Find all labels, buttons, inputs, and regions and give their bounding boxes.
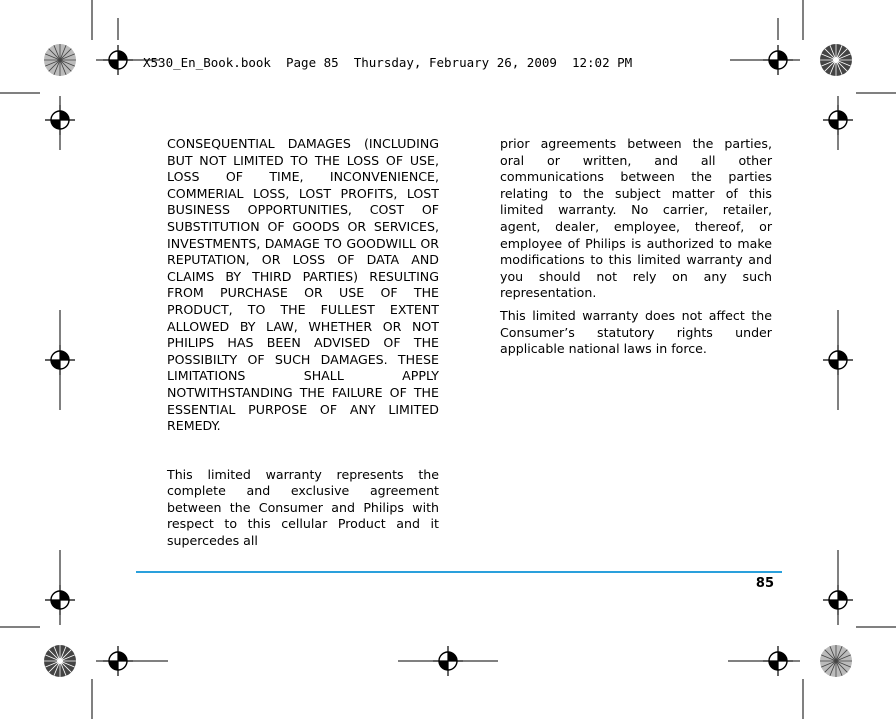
warranty-paragraph: This limited warranty represents the complete and exclusive agreement between the Consumer and Philips with respect to this cellular Product and it supercedes all [167, 466, 439, 549]
registration-mark-icon [45, 105, 75, 135]
star-target-icon [44, 645, 76, 677]
registration-mark-icon [103, 45, 133, 75]
page-number: 85 [755, 576, 774, 591]
statutory-paragraph: This limited warranty does not affect the Consumer’s statutory rights under applicable national laws in force. [500, 307, 772, 357]
right-column [500, 136, 772, 364]
registration-mark-icon [103, 646, 133, 676]
legal-paragraph: CONSEQUENTIAL DAMAGES (INCLUDING BUT NOT LIMITED TO THE LOSS OF USE, LOSS OF TIME, INCONVENIENCE, COMMERIAL LOSS, LOST PROFITS, LOST BUSINESS OPPORTUNITIES, COST OF SUBSTITUTION OF GOODS OR SERVICES, INVESTMENTS, DAMAGE TO GOODWILL OR REPUTATION, OR LOSS OF DATA AND CLAIMS BY THIRD PARTIES) RESULTING FROM PURCHASE OR USE OF THE PRODUCT, TO THE FULLEST EXTENT ALLOWED BY LAW, WHETHER OR NOT PHILIPS HAS BEEN ADVISED OF THE POSSIBILTY OF SUCH DAMAGES. THESE LIMITATIONS SHALL APPLY NOTWITHSTANDING THE FAILURE OF THE ESSENTIAL PURPOSE OF ANY LIMITED REMEDY. [167, 136, 439, 434]
registration-mark-icon [823, 585, 853, 615]
print-header: X530_En_Book.book Page 85 Thursday, February 26, 2009 12:02 PM [143, 55, 633, 70]
footer-rule [136, 571, 782, 573]
left-column [167, 136, 439, 556]
registration-mark-icon [433, 646, 463, 676]
registration-mark-icon [45, 345, 75, 375]
star-target-icon [44, 44, 76, 76]
registration-mark-icon [763, 646, 793, 676]
registration-mark-icon [763, 45, 793, 75]
star-target-icon [820, 645, 852, 677]
registration-mark-icon [45, 585, 75, 615]
star-target-icon [820, 44, 852, 76]
continuation-paragraph: prior agreements between the parties, oral or written, and all other communications between the parties relating to the subject matter of this limited warranty. No carrier, retailer, agent, dealer, employee, thereof, or employee of Philips is authorized to make modifications to this limited warranty and you should not rely on any such representation. [500, 136, 772, 301]
registration-mark-icon [823, 105, 853, 135]
registration-mark-icon [823, 345, 853, 375]
